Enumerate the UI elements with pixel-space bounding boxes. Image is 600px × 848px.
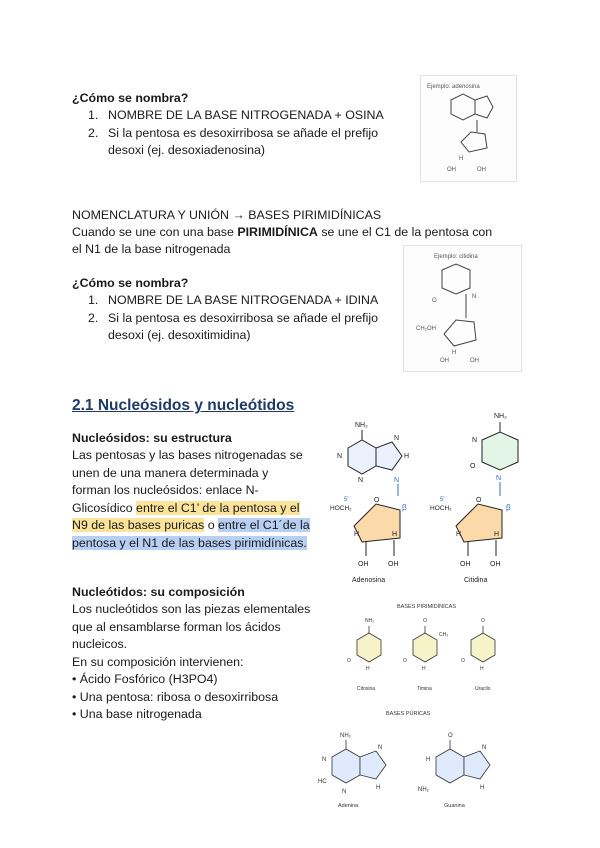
nucleosides-paragraph [72,447,310,552]
o-label: O [476,497,482,504]
bold-term: PIRIMIDÍNICA [237,225,318,239]
pyrimidine-bases-title: BASES PIRIMIDÍNICAS [397,604,456,610]
highlight-blue: entre el C1´de la [218,518,310,532]
text-line: nucleicos. [72,637,128,651]
nh2-label: NH₂ [355,422,368,429]
n-label: N [482,745,487,751]
list-number: 1. [88,293,99,307]
o-label: O [374,497,380,504]
h-label: H [392,531,398,538]
n9-label: N [394,477,400,484]
n-label: N [342,789,347,795]
list-text-cont: desoxi (ej. desoxitimidina) [108,328,251,342]
text-line: que al ensamblarse forman los ácidos [72,619,281,634]
sketch-caption: Ejemplo: adenosina [427,84,480,90]
h-label: H [376,785,381,791]
list-text-cont: desoxi (ej. desoxiadenosina) [108,143,266,157]
pyrimidine-line-1 [72,224,492,242]
oh-label: OH [460,561,471,568]
nh2-label: NH₂ [365,618,375,624]
h-label: H [354,531,360,538]
sketch-pyrimidine-ring [442,264,470,294]
thymine-structure [403,618,448,692]
pyrimidine-line-2: el N1 de la base nitrogenada [72,242,231,256]
bullet-item: • Una base nitrogenada [72,707,202,721]
pyrimidine-ring [348,440,376,474]
hoch2-label: HOCH₂ [430,505,452,512]
text-line [72,535,310,553]
pyrimidine-ring [436,749,464,783]
list-item [72,125,384,160]
sketch-ch2oh: CH₂OH [416,326,436,332]
pyrimidine-title: NOMENCLATURA Y UNIÓN → BASES PIRIMIDÍNICAS [72,208,382,222]
n-label: N [472,437,478,444]
nh2-label: NH₂ [494,413,507,420]
sketch-ribose [461,132,487,152]
nucleosides-figure [330,410,530,590]
n-label: N [337,453,343,460]
text-line: Las pentosas y las bases nitrogenadas se [72,448,303,462]
o-label: O [481,618,485,624]
text-line: unen de una manera determinada y [72,465,269,480]
nh2-label: NH₂ [418,787,429,793]
h-label: H [422,666,426,672]
list-text: Si la pentosa es desoxirribosa se añade el prefijo [108,310,379,325]
nucleotides-heading: Nucleótidos: su composición [72,585,245,599]
pyrimidine-ring [357,633,381,662]
list-item [72,310,378,345]
guanine-structure [418,733,490,809]
purine-naming-heading: ¿Cómo se nombra? [72,91,189,105]
beta-label: β [402,503,407,512]
cytidine-structure [430,413,518,584]
adenine-structure [318,733,386,809]
pyrimidine-ring [471,633,495,662]
h-label: H [404,453,410,460]
pyrimidine-naming-heading: ¿Cómo se nombra? [72,276,189,290]
n-label: N [322,757,327,763]
text-line: forman los nucleósidos: enlace N- [72,483,259,497]
h-label: H [494,531,500,538]
o-label: O [403,658,407,664]
nucleosides-heading: Nucleósidos: su estructura [72,431,232,445]
purine-bases-title: BASES PÚRICAS [386,711,431,717]
sketch-ribose [444,320,476,346]
text-span: Cuando se une con una base [72,225,238,239]
sketch-oh: OH [440,358,449,364]
pyrimidine-ring [413,633,437,662]
pyrimidine-ring [332,749,360,783]
list-item [72,107,384,125]
cytidine-sketch [403,245,522,372]
h-label: H [456,531,462,538]
o-label: O [461,658,465,664]
adenosine-caption: Adenosina [352,577,386,584]
cytidine-caption: Citidina [464,577,488,584]
o-label: O [448,733,453,739]
oh-label: OH [490,561,501,568]
sketch-oh: OH [477,167,486,173]
hc-label: HC [318,779,327,785]
cytosine-structure [347,618,381,692]
text-span: se une el C1 de la pentosa con [317,225,493,239]
h-label: H [480,785,485,791]
sketch-n: N [472,294,477,300]
text-span: o [204,518,219,532]
pyrimidine-bases-figure [335,600,515,700]
highlight-yellow: entre el C1’ de la pentosa y el [136,500,300,515]
sketch-imidazole-ring [475,96,493,118]
text-line: En su composición intervienen: [72,654,244,669]
imidazole-ring [376,442,402,470]
text-line [72,500,310,518]
adenosine-sketch [420,75,517,182]
oh-label: OH [358,561,369,568]
highlight-blue: pentosa y el N1 de las bases pirimidínicas. [72,535,307,550]
imidazole-ring [360,751,386,779]
uracil-caption: Uracilo [475,686,491,692]
text-span: Glicosídico [72,500,137,515]
imidazole-ring [464,751,490,779]
cytosine-caption: Citosina [357,686,376,692]
list-text: Si la pentosa es desoxirribosa se añade el prefijo [108,125,379,140]
list-number: 2. [88,310,99,325]
guanine-caption: Guanina [444,803,465,809]
uracil-structure [461,618,495,692]
prime-label: 5' [344,497,349,503]
hoch2-label: HOCH₂ [330,505,352,512]
h-label: H [426,757,431,763]
pyrimidine-naming-list [72,292,378,345]
list-text: NOMBRE DE LA BASE NITROGENADA + OSINA [108,108,384,122]
list-number: 1. [88,108,99,122]
beta-label: β [506,503,511,512]
sketch-h: H [459,156,464,162]
pyrimidine-ring [482,432,518,470]
sketch-oh: OH [447,167,456,173]
o-label: O [347,658,351,664]
purine-bases-figure [310,705,510,815]
bullet-item: • Ácido Fosfórico (H3PO4) [72,672,218,686]
n1-label: N [496,475,502,482]
sketch-h: H [452,350,457,356]
ch3-label: CH₃ [439,632,449,638]
highlight-yellow: N9 de las bases puricas [72,518,205,532]
adenosine-structure [330,422,409,584]
oh-label: OH [388,561,399,568]
section-title: 2.1 Nucleósidos y nucleótidos [72,397,295,414]
list-number: 2. [88,125,99,140]
h-label: H [366,666,370,672]
sketch-oh: OH [470,358,479,364]
sketch-o: O [432,298,437,304]
nucleotides-paragraph [72,601,310,724]
o-label: O [423,618,427,624]
nh2-label: NH₂ [340,733,351,739]
n-label: N [394,435,400,442]
list-item [72,292,378,310]
text-line [72,517,310,535]
n-label: N [358,477,364,484]
list-text: NOMBRE DE LA BASE NITROGENADA + IDINA [108,293,379,307]
prime-label: 5' [440,497,445,503]
adenine-caption: Adenina [338,803,359,809]
thymine-caption: Timina [417,686,432,692]
n-label: N [378,745,383,751]
purine-naming-list [72,107,384,160]
sketch-purine-ring [451,94,475,120]
bullet-item: • Una pentosa: ribosa o desoxirribosa [72,689,279,704]
text-line: Los nucleótidos son las piezas elementales [72,602,311,616]
o-label: O [470,463,476,470]
h-label: H [480,666,484,672]
sketch-caption: Ejemplo: citidina [434,254,478,260]
